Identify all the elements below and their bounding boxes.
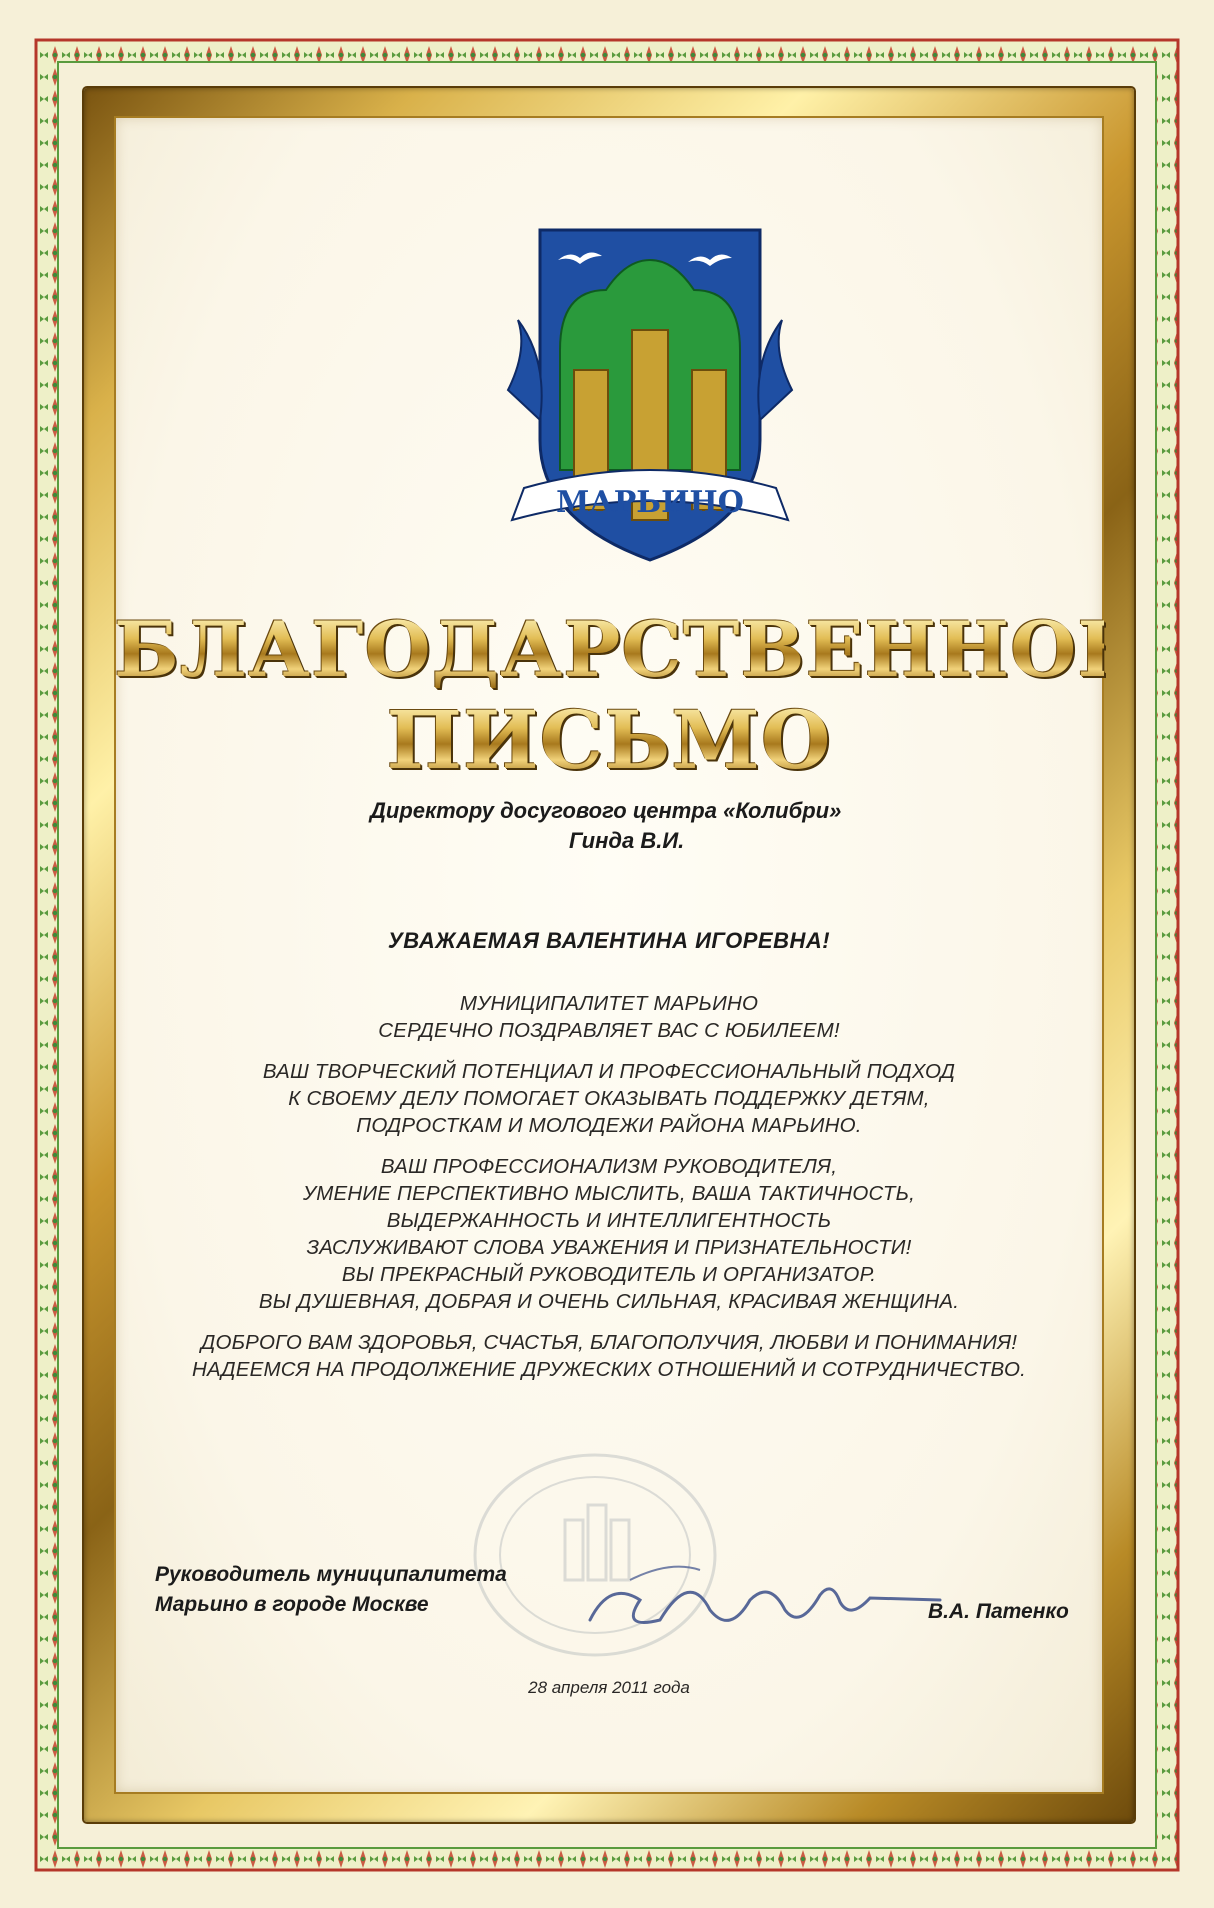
paragraph-line: УМЕНИЕ ПЕРСПЕКТИВНО МЫСЛИТЬ, ВАША ТАКТИЧНОСТЬ, xyxy=(302,1182,916,1205)
addressee-line-1: Директору досугового центра «Колибри» xyxy=(370,798,842,823)
paragraph-line: ЗАСЛУЖИВАЮТ СЛОВА УВАЖЕНИЯ И ПРИЗНАТЕЛЬНОСТИ! xyxy=(306,1236,912,1259)
addressee-line-2: Гинда В.И. xyxy=(569,828,685,853)
paragraph-line: ВАШ ПРОФЕССИОНАЛИЗМ РУКОВОДИТЕЛЯ, xyxy=(380,1155,838,1178)
paragraph-line: ВАШ ТВОРЧЕСКИЙ ПОТЕНЦИАЛ И ПРОФЕССИОНАЛЬНЫЙ ПОДХОД xyxy=(262,1060,956,1083)
signer-title xyxy=(155,1560,507,1620)
paragraph-line: ВЫДЕРЖАННОСТЬ И ИНТЕЛЛИГЕНТНОСТЬ xyxy=(386,1209,832,1232)
letter-date: 28 апреля 2011 года xyxy=(528,1678,690,1697)
paragraph-line: ВЫ ПРЕКРАСНЫЙ РУКОВОДИТЕЛЬ И ОРГАНИЗАТОР. xyxy=(341,1263,877,1286)
paragraph-line: СЕРДЕЧНО ПОЗДРАВЛЯЕТ ВАС С ЮБИЛЕЕМ! xyxy=(378,1019,840,1042)
letter-body xyxy=(140,990,1078,1383)
greeting: УВАЖАЕМАЯ ВАЛЕНТИНА ИГОРЕВНА! xyxy=(387,928,831,953)
handwritten-signature-icon xyxy=(570,1540,950,1650)
paragraph-line: ПОДРОСТКАМ И МОЛОДЕЖИ РАЙОНА МАРЬИНО. xyxy=(356,1114,862,1137)
signer-line-2: Марьино в городе Москве xyxy=(155,1593,429,1616)
paragraph-line: К СВОЕМУ ДЕЛУ ПОМОГАЕТ ОКАЗЫВАТЬ ПОДДЕРЖКУ ДЕТЯМ, xyxy=(288,1087,930,1110)
title-line-2: ПИСЬМО xyxy=(114,700,1104,780)
signer-line-1: Руководитель муниципалитета xyxy=(155,1563,507,1586)
paragraph-line: ВЫ ДУШЕВНАЯ, ДОБРАЯ И ОЧЕНЬ СИЛЬНАЯ, КРАСИВАЯ ЖЕНЩИНА. xyxy=(258,1290,960,1313)
paragraph-line: ДОБРОГО ВАМ ЗДОРОВЬЯ, СЧАСТЬЯ, БЛАГОПОЛУЧИЯ, ЛЮБВИ И ПОНИМАНИЯ! xyxy=(200,1331,1018,1354)
paragraph-line: МУНИЦИПАЛИТЕТ МАРЬИНО xyxy=(459,992,759,1015)
title-line-1: БЛАГОДАРСТВЕННОЕ xyxy=(114,605,1137,694)
marino-coat-of-arms-icon xyxy=(488,220,812,570)
svg-text:МАРЬИНО: МАРЬИНО xyxy=(556,485,744,520)
paragraph-line: НАДЕЕМСЯ НА ПРОДОЛЖЕНИЕ ДРУЖЕСКИХ ОТНОШЕНИЙ И СОТРУДНИЧЕСТВО. xyxy=(192,1358,1026,1381)
signer-name: В.А. Патенко xyxy=(928,1600,1069,1623)
